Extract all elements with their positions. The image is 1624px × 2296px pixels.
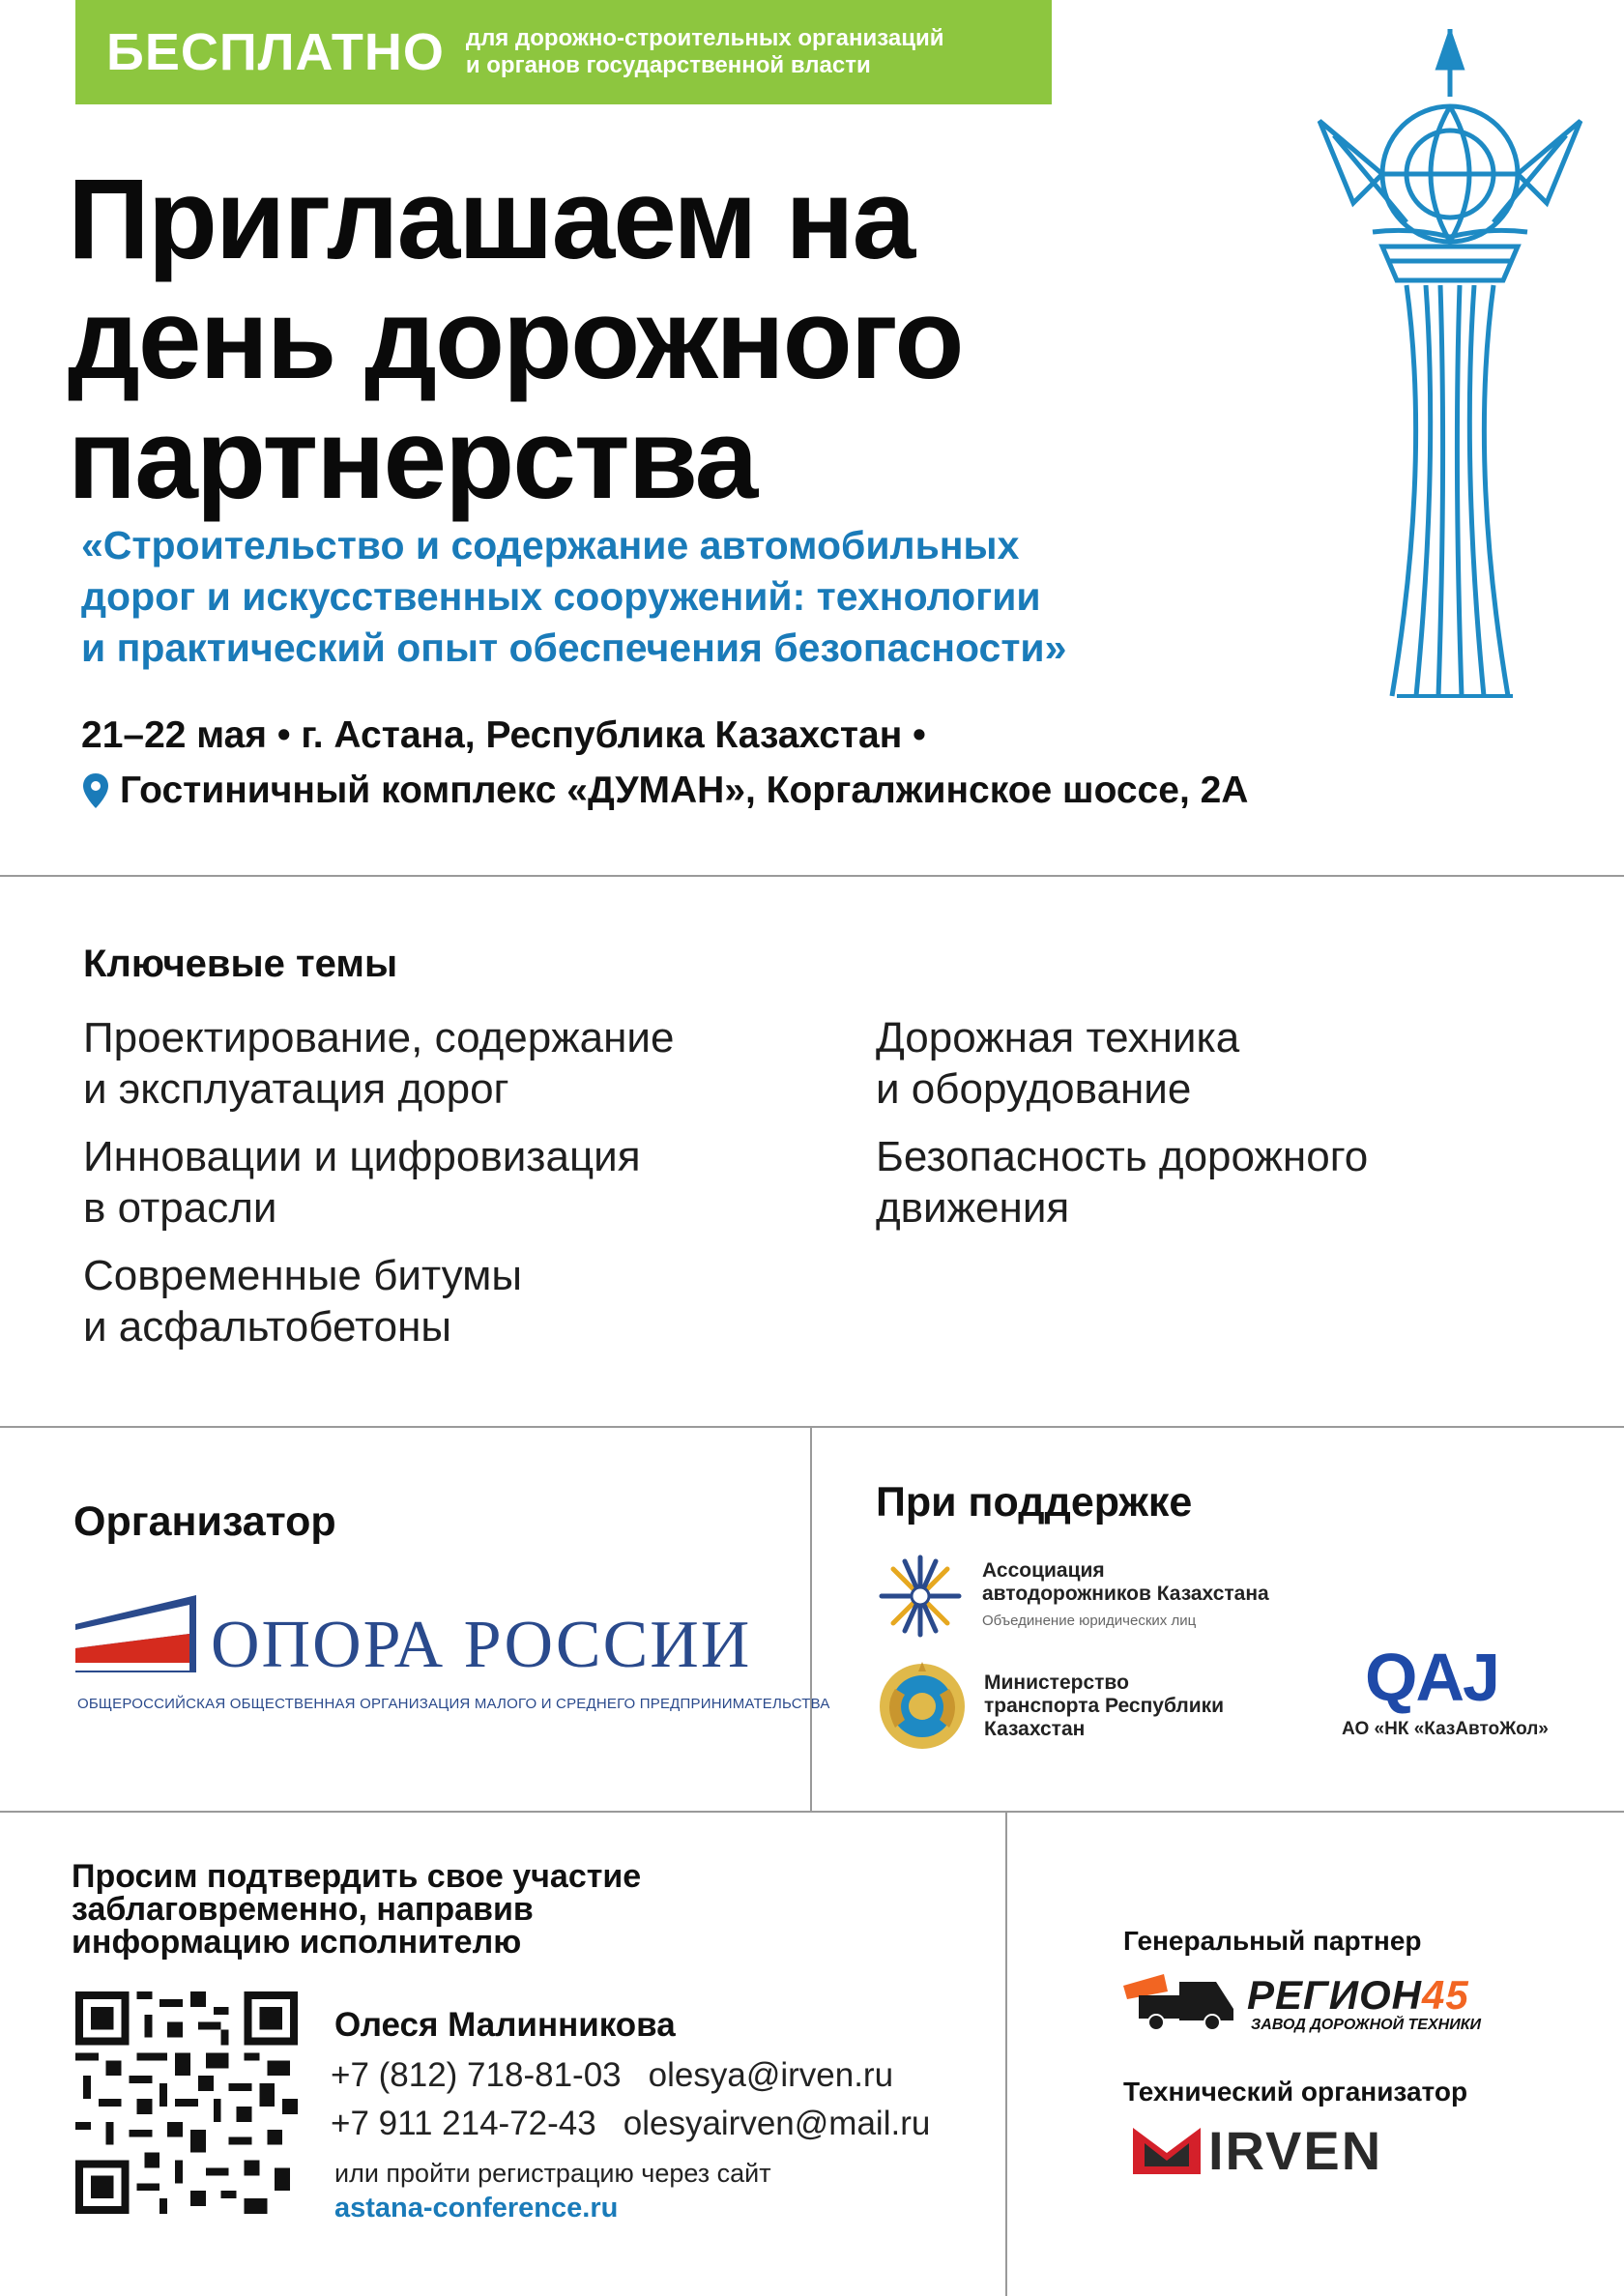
registration-site-link[interactable]: astana-conference.ru bbox=[334, 2193, 619, 2223]
russian-flag-logo-icon bbox=[75, 1595, 201, 1692]
region45-logo bbox=[1119, 1970, 1525, 2038]
irven-name: IRVEN bbox=[1208, 2120, 1383, 2181]
free-banner bbox=[75, 0, 1052, 104]
qaj-caption: АО «НК «КазАвтоЖол» bbox=[1342, 1719, 1549, 1739]
topic-item: Проектирование, содержание и эксплуатация дорог bbox=[83, 1014, 675, 1113]
irven-mark-icon bbox=[1131, 2124, 1203, 2178]
page-title: Приглашаем на день дорожного партнерства bbox=[68, 156, 963, 523]
free-label: БЕСПЛАТНО bbox=[106, 23, 445, 81]
phone-link[interactable]: +7 (812) 718-81-03 bbox=[331, 2056, 622, 2094]
topic-item: Инновации и цифровизация в отрасли bbox=[83, 1133, 641, 1232]
irven-logo bbox=[1131, 2122, 1402, 2180]
ministry-logo: Министерство транспорта Республики Казахстан bbox=[876, 1660, 1224, 1753]
divider bbox=[810, 1426, 812, 1811]
kazakhstan-emblem-icon bbox=[876, 1660, 969, 1753]
divider bbox=[0, 875, 1624, 877]
topic-item: Дорожная техника и оборудование bbox=[876, 1014, 1240, 1113]
opora-name: ОПОРА РОССИИ bbox=[211, 1608, 752, 1682]
divider bbox=[1005, 1811, 1007, 2296]
location-pin-icon bbox=[81, 771, 110, 810]
email-link[interactable]: olesyairven@mail.ru bbox=[623, 2105, 931, 2142]
confirm-participation-note: Просим подтвердить свое участие заблаговременно, направив информацию исполнителю bbox=[72, 1858, 642, 1961]
contact-line-2 bbox=[331, 2105, 930, 2143]
support-title: При поддержке bbox=[876, 1479, 1193, 1526]
qaj-logo bbox=[1342, 1640, 1574, 1740]
road-machine-logo-icon bbox=[1119, 1970, 1240, 2032]
venue: Гостиничный комплекс «ДУМАН», Коргалжинское шоссе, 2А bbox=[120, 770, 1249, 811]
opora-logo bbox=[75, 1595, 830, 1721]
topic-item: Современные битумы и асфальтобетоны bbox=[83, 1252, 523, 1351]
technical-organizer-label: Технический организатор bbox=[1123, 2077, 1468, 2107]
phone-link[interactable]: +7 911 214-72-43 bbox=[331, 2105, 596, 2142]
date-place: 21–22 мая • г. Астана, Республика Казахстан • bbox=[81, 714, 926, 756]
region45-subtitle: ЗАВОД ДОРОЖНОЙ ТЕХНИКИ bbox=[1251, 2017, 1482, 2033]
topics-right-column bbox=[876, 1012, 1368, 1250]
divider bbox=[0, 1426, 1624, 1428]
association-logo: Ассоциация автодорожников Казахстана Объединение юридических лиц bbox=[876, 1552, 1269, 1641]
contact-name: Олеся Малинникова bbox=[334, 2006, 676, 2044]
email-link[interactable]: olesya@irven.ru bbox=[648, 2056, 894, 2094]
free-description: для дорожно-строительных организаций и органов государственной власти bbox=[465, 25, 944, 78]
opora-subtitle: ОБЩЕРОССИЙСКАЯ ОБЩЕСТВЕННАЯ ОРГАНИЗАЦИЯ МАЛОГО И СРЕДНЕГО ПРЕДПРИНИМАТЕЛЬСТВА bbox=[77, 1696, 830, 1712]
topic-item: Безопасность дорожного движения bbox=[876, 1133, 1369, 1232]
general-partner-label: Генеральный партнер bbox=[1123, 1926, 1422, 1956]
organizer-title: Организатор bbox=[73, 1498, 336, 1545]
association-emblem-icon bbox=[876, 1552, 965, 1641]
divider bbox=[0, 1811, 1624, 1813]
topics-title: Ключевые темы bbox=[83, 943, 398, 985]
venue-row bbox=[81, 763, 1248, 818]
qr-code[interactable] bbox=[75, 1991, 298, 2214]
baiterek-tower-illustration bbox=[1315, 29, 1585, 706]
contact-line-1 bbox=[331, 2056, 893, 2095]
event-details bbox=[81, 708, 1248, 818]
qaj-logo-mark: QAJ bbox=[1365, 1640, 1498, 1715]
event-subtitle: «Строительство и содержание автомобильных дорог и искусственных сооружений: технологии и практический опыт обеспечения безопасности» bbox=[81, 523, 1067, 670]
registration-note: или пройти регистрацию через сайт bbox=[334, 2159, 771, 2188]
topics-left-column bbox=[83, 1012, 674, 1369]
region45-name: РЕГИОН45 bbox=[1247, 1972, 1469, 2018]
